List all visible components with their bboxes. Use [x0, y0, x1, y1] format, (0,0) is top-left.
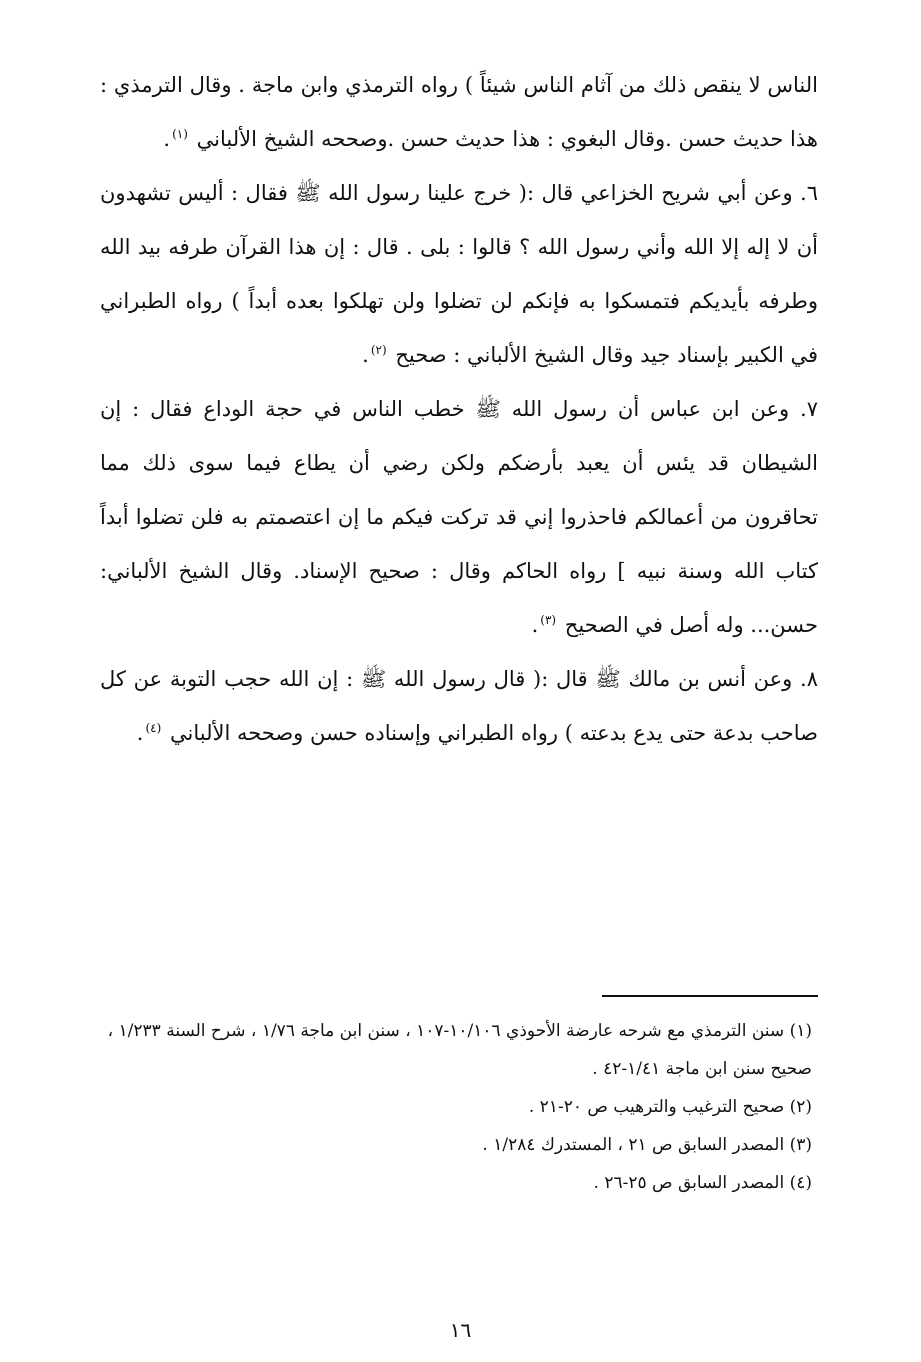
footnote-ref-4[interactable]: (٤) [145, 721, 162, 735]
paragraph-hadith-8: ٨. وعن أنس بن مالك ﷺ قال :( قال رسول الله ﷺ : إن الله حجب التوبة عن كل صاحب بدعة حتى يدع بدعته ) رواه الطبراني وإسناده حسن وصححه الألباني $^{(٤)}$. [100, 667, 818, 745]
paragraph-hadith-7: ٧. وعن ابن عباس أن رسول الله ﷺ خطب الناس في حجة الوداع فقال : إن الشيطان قد يئس أن يعبد بأرضكم ولكن رضي أن يطاع فيما سوى ذلك مما تحاقرون من أعمالكم فاحذروا إني قد تركت فيكم ما إن اعتصمتم به فلن تضلوا أبداً كتاب الله وسنة نبيه ] رواه الحاكم وقال : صحيح الإسناد. وقال الشيخ الألباني: حسن... وله أصل في الصحيح $^{(٣)}$. [100, 397, 818, 637]
page-number: ١٦ [449, 1318, 472, 1342]
paragraph-1: الناس لا ينقص ذلك من آثام الناس شيئاً ) رواه الترمذي وابن ماجة . وقال الترمذي : هذا حديث حسن .وقال البغوي : هذا حديث حسن .وصححه الشيخ الألباني $^{(١)}$. [100, 73, 818, 151]
footnote-ref-3[interactable]: (٣) [540, 613, 557, 627]
footnote-ref-2[interactable]: (٢) [370, 343, 387, 357]
main-text [100, 58, 818, 760]
paragraph-hadith-6: ٦. وعن أبي شريح الخزاعي قال :( خرج علينا رسول الله ﷺ فقال : أليس تشهدون أن لا إله إلا الله وأني رسول الله ؟ قالوا : بلى . قال : إن هذا القرآن طرفه بيد الله وطرفه بأيديكم فتمسكوا به فإنكم لن تضلوا ولن تهلكوا بعده أبداً ) رواه الطبراني في الكبير بإسناد جيد وقال الشيخ الألباني : صحيح $^{(٢)}$. [100, 181, 818, 367]
footnote-ref-1[interactable]: (١) [172, 127, 188, 141]
footnotes [100, 1012, 812, 1202]
footnote-1: (١) سنن الترمذي مع شرحه عارضة الأحوذي ١٠/١٠٦-١٠٧ ، سنن ابن ماجة ١/٧٦ ، شرح السنة ١/٢٣٣ ، صحيح سنن ابن ماجة ١/٤١-٤٢ . [107, 1021, 812, 1079]
footnote-3: (٣) المصدر السابق ص ٢١ ، المستدرك ١/٢٨٤ . [482, 1135, 812, 1155]
footnote-divider [602, 995, 818, 997]
footnote-4: (٤) المصدر السابق ص ٢٥-٢٦ . [593, 1173, 812, 1193]
footnote-2: (٢) صحيح الترغيب والترهيب ص ٢٠-٢١ . [528, 1097, 812, 1117]
